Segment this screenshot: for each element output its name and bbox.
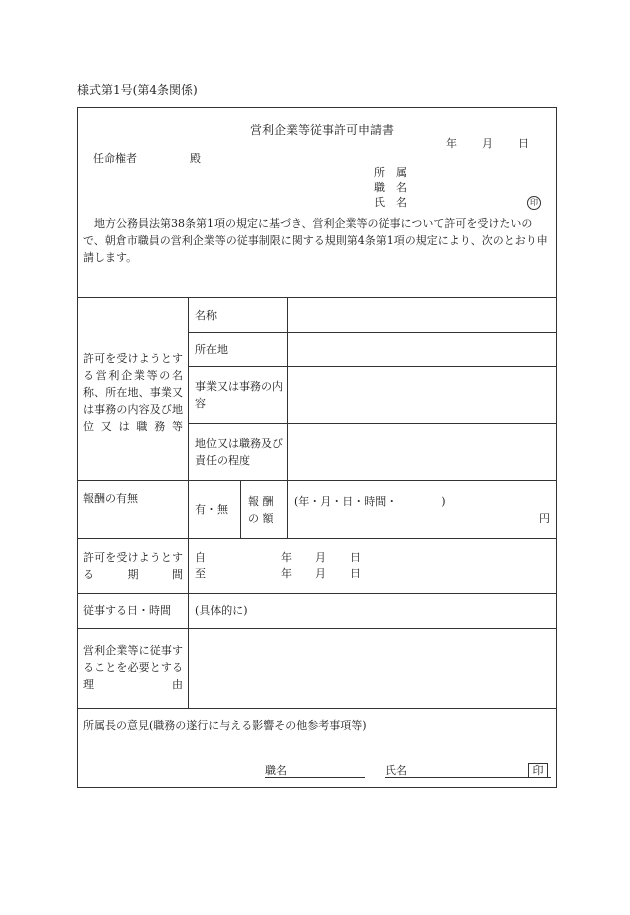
- enterprise-name-label: 名称: [195, 309, 217, 322]
- period-from-label: 自: [195, 551, 206, 564]
- enterprise-section-label: 許可を受けようとする営利企業等の名称、所在地、事業又は事務の内容及び地位又は職務等: [83, 352, 183, 433]
- working-hours-label: 従事する日・時間: [83, 604, 171, 617]
- form-number-label: 様式第1号(第4条関係): [77, 83, 198, 97]
- date-year-label: 年: [446, 137, 457, 150]
- applicant-position-label: 職 名: [374, 181, 407, 194]
- enterprise-address-label: 所在地: [195, 343, 228, 356]
- divider: [188, 480, 189, 538]
- supervisor-position-label: 職名: [265, 764, 287, 777]
- applicant-name-label: 氏 名: [374, 196, 407, 209]
- remuneration-currency: 円: [539, 512, 550, 525]
- supervisor-name-field: [385, 765, 551, 778]
- period-label: 許可を受けようとする期間: [83, 551, 183, 581]
- enterprise-business-label: 事業又は事務の内容: [195, 380, 283, 410]
- divider: [77, 538, 557, 539]
- period-from-year: 年: [281, 551, 292, 564]
- period-from-day: 日: [350, 551, 361, 564]
- period-to-label: 至: [195, 567, 206, 580]
- divider: [188, 423, 557, 424]
- divider: [287, 297, 288, 480]
- divider: [188, 332, 557, 333]
- applicant-affiliation-label: 所 属: [374, 166, 407, 179]
- remuneration-amount-label-1: 報 酬: [248, 495, 274, 508]
- divider: [240, 480, 241, 538]
- applicant-seal-mark: 印: [527, 196, 541, 210]
- divider: [188, 297, 189, 480]
- remuneration-amount-label-2: の 額: [248, 512, 274, 525]
- divider: [188, 538, 189, 708]
- reason-label: 営利企業等に従事することを必要とする理由: [83, 644, 183, 691]
- remuneration-unit-hint: (年・月・日・時間・ ): [294, 495, 446, 508]
- enterprise-position-label: 地位又は職務及び責任の程度: [195, 437, 283, 467]
- period-to-year: 年: [281, 567, 292, 580]
- supervisor-position-field: [265, 765, 365, 778]
- date-day-label: 日: [518, 137, 529, 150]
- recipient-honorific: 殿: [190, 152, 201, 165]
- divider: [77, 708, 557, 709]
- date-month-label: 月: [482, 137, 493, 150]
- supervisor-name-label: 氏名: [385, 764, 407, 777]
- supervisor-seal-mark: 印: [528, 763, 548, 778]
- working-hours-hint: (具体的に): [195, 604, 248, 617]
- divider: [287, 480, 288, 538]
- period-to-month: 月: [315, 567, 326, 580]
- supervisor-opinion-label: 所属長の意見(職務の遂行に与える影響その他参考事項等): [83, 719, 367, 732]
- period-from-month: 月: [315, 551, 326, 564]
- divider: [77, 628, 557, 629]
- remuneration-choice: 有・無: [195, 503, 228, 516]
- period-to-day: 日: [350, 567, 361, 580]
- divider: [77, 480, 557, 481]
- divider: [77, 593, 557, 594]
- remuneration-label: 報酬の有無: [83, 492, 138, 505]
- intro-text: 地方公務員法第38条第1項の規定に基づき、営利企業等の従事について許可を受けたいので、朝倉市職員の営利企業等の従事制限に関する規則第4条第1項の規定により、次のとおり申請します。: [83, 217, 548, 264]
- divider: [188, 366, 557, 367]
- divider: [77, 297, 557, 298]
- form-title: 営利企業等従事許可申請書: [250, 123, 395, 137]
- recipient-label: 任命権者: [93, 152, 137, 165]
